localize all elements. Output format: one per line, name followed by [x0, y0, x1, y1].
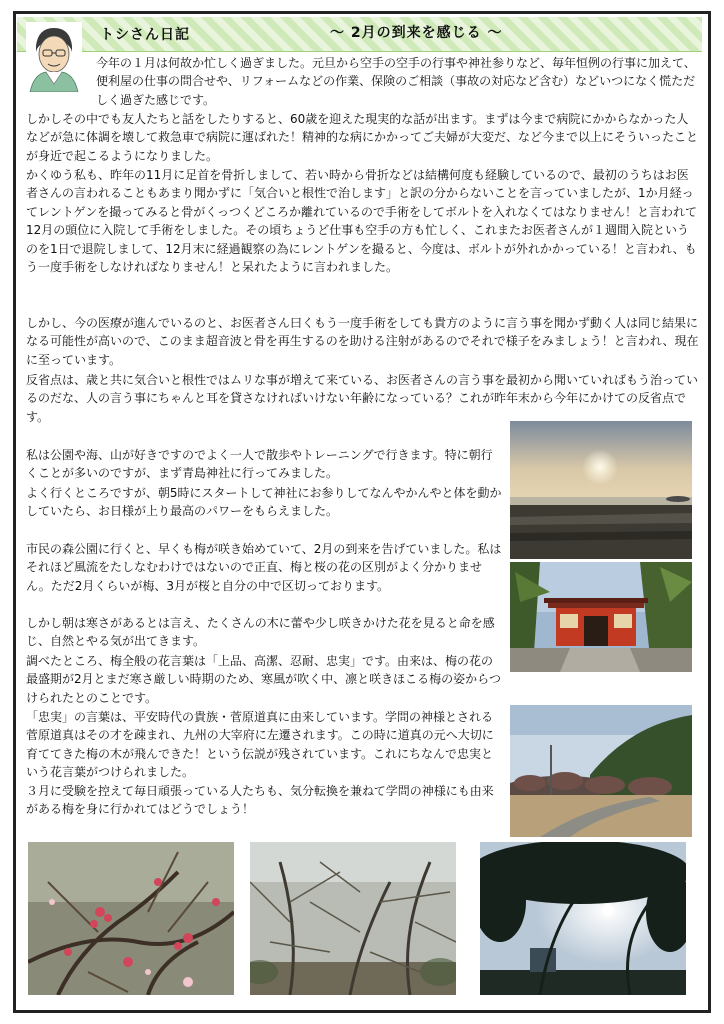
- paragraph-reflection: 反省点は、歳と共に気合いと根性ではムリな事が増えて来ている、お医者さんの言う事を最初から聞いていればもう治っているのだな、人の言う事にちゃんと耳を貸さなければいけない年齢になっている？これが昨年末から今年にかけての反省点です。: [26, 373, 699, 424]
- paragraph-exam-encouragement: ３月に受験を控えて毎日頑張っている人たちも、気分転換を兼ねて学問の神様にも由来がある梅を身に行かれてはどうでしょう！: [26, 784, 494, 817]
- sunrise-photo: [510, 421, 692, 559]
- paragraph-aoshima-morning: よく行くところですが、朝5時にスタートして神社にお参りしてなんやかんやと体を動かしていたら、お日様が上り最高のパワーをもらえました。: [26, 486, 502, 519]
- paragraph-medical-progress: しかし、今の医療が進んでいるのと、お医者さん曰くもう一度手術をしても貴方のように言う事を聞かず動く人は同じ結果になる可能性が高いので、このまま超音波と骨を再生するのを助ける注射があるのでそれで様子をみましょう！と言われ、現在に至っています。: [26, 316, 699, 367]
- paragraph-cold-morning: しかし朝は寒さがあるとは言え、たくさんの木に蕾や少し咲きかけた花を見ると命を感じ、自然とやる気が出てきます。: [26, 616, 495, 649]
- paragraph-january-intro: 今年の１月は何故か忙しく過ぎました。元旦から空手の空手の行事や神社参りなど、毎年恒例の行事に加えて、便利屋の仕事の問合せや、リフォームなどの作業、保険のご相談（事故の対応など含む）などいつになく慌ただしく過ぎた感じです。: [96, 56, 696, 107]
- paragraph-walks: 私は公園や海、山が好きですのでよく一人で散歩やトレーニングで行きます。特に朝行くことが多いのですが、まず青島神社に行ってみました。: [26, 448, 493, 481]
- diary-title: トシさん日記: [100, 27, 190, 43]
- plum-trees-photo: [250, 842, 456, 995]
- paragraph-flower-language: 調べたところ、梅全般の花言葉は「上品、高潔、忍耐、忠実」です。由来は、梅の花の最盛期が2月とまだ寒さ厳しい時期のため、寒風が吹く中、凛と咲きほこる梅の姿からつけられたとのことです。: [26, 654, 502, 705]
- paragraph-michizane: 「忠実」の言葉は、平安時代の貴族・菅原道真に由来しています。学問の神様とされる菅原道真はその才を疎まれ、九州の大宰府に左遷されます。この時に道真の元へ大切に育ててきた梅の木が飛んできた！という伝説が残されています。これにちなんで忠実という花言葉がつけられました。: [26, 710, 494, 780]
- shrine-photo: [510, 562, 692, 672]
- paragraph-citizens-forest: 市民の森公園に行くと、早くも梅が咲き始めていて、2月の到来を告げていました。私はそれほど風流をたしなむわけではないので正直、梅と桜の花の区別がよく分かりません。ただ2月くらいが梅、3月が桜と自分の中で区切っております。: [26, 542, 502, 593]
- diary-subtitle: ～ 2月の到来を感じる ～: [330, 25, 503, 41]
- paragraph-friends-talk: しかしその中でも友人たちと話をしたりすると、60歳を迎えた現実的な話が出ます。まずは今まで病院にかからなかった人などが急に体調を壊して救急車で病院に運ばれた！精神的な病にかかってご夫婦が大変だ、など今まで以上にそういったことが身近で起こるようになりました。: [26, 112, 699, 163]
- plum-blossom-photo: [28, 842, 234, 995]
- park-photo: [510, 705, 692, 837]
- avatar-illustration: [26, 22, 82, 92]
- tree-silhouette-photo: [480, 842, 686, 995]
- paragraph-ankle-fracture: かくゆう私も、昨年の11月に足首を骨折しまして、若い時から骨折などは結構何度も経験しているので、最初のうちはお医者さんの言われることもあまり聞かずに「気合いと根性で治します」と訳の分からないことを言っていましたが、1か月経ってレントゲンを撮ってみると骨がくっつくどころか離れているので手術をしてボルトを入れなくてはなりません！と言われて12月の頭位に入院して手術をしました。その頃ちょうど仕事も空手の方も忙しく、これまたお医者さんが１週間入院というのを1日で退院しまして、12月末に経過観察の為にレントゲンを撮ると、今度は、ボルトが外れかかっている！と言われ、もう一度手術をしなければなりません！と呆れたように言われました。: [26, 168, 697, 275]
